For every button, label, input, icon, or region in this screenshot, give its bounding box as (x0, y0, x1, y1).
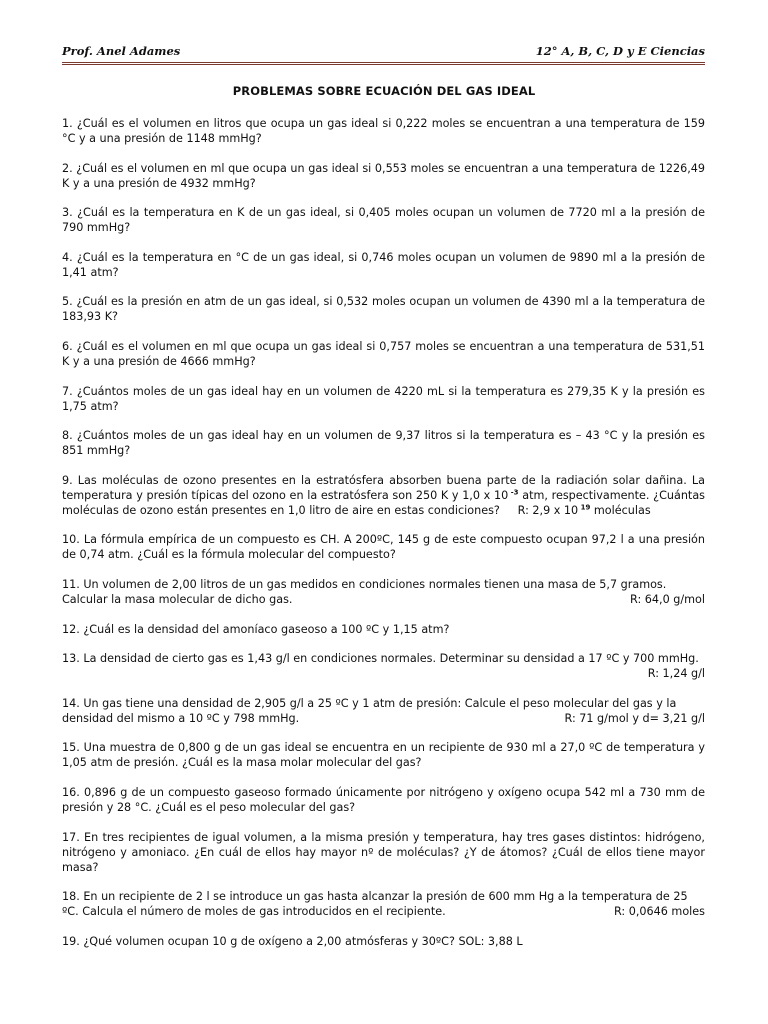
problem-14 (62, 696, 705, 726)
problem-12: 12. ¿Cuál es la densidad del amoníaco gaseoso a 100 ºC y 1,15 atm? (62, 622, 450, 636)
problem-9-answer-base: R: 2,9 x 10 (517, 503, 579, 517)
problem-2: 2. ¿Cuál es el volumen en ml que ocupa un gas ideal si 0,553 moles se encuentran a una temperatura de 1226,49 K y a una presión de 4932 mmHg? (62, 161, 705, 190)
problem-11-line-2: Calcular la masa molecular de dicho gas. (62, 592, 293, 606)
problem-11-line-1: 11. Un volumen de 2,00 litros de un gas medidos en condiciones normales tienen una masa de 5,7 gramos. (62, 577, 667, 591)
problem-3: 3. ¿Cuál es la temperatura en K de un gas ideal, si 0,405 moles ocupan un volumen de 7720 ml a la presión de 790 mmHg? (62, 206, 705, 235)
problem-4: 4. ¿Cuál es la temperatura en °C de un gas ideal, si 0,746 moles ocupan un volumen de 9890 ml a la presión de 1,41 atm? (62, 250, 705, 279)
problem-17: 17. En tres recipientes de igual volumen, a la misma presión y temperatura, hay tres gases distintos: hidrógeno, nitrógeno y amoniaco. ¿En cuál de ellos hay mayor nº de moléculas? ¿Y de átomos? ¿Cuál de ellos tiene mayor masa? (62, 830, 705, 874)
problem-1: 1. ¿Cuál es el volumen en litros que ocupa un gas ideal si 0,222 moles se encuentran a una temperatura de 159 °C y a una presión de 1148 mmHg? (62, 117, 705, 145)
problem-18-answer: R: 0,0646 moles (613, 905, 705, 919)
problem-8: 8. ¿Cuántos moles de un gas ideal hay en un volumen de 9,37 litros si la temperatura es – 43 °C y la presión es 851 mmHg? (62, 429, 705, 458)
problem-7: 7. ¿Cuántos moles de un gas ideal hay en un volumen de 4220 mL si la temperatura es 279,35 K y la presión es 1,75 atm? (62, 384, 705, 413)
page-title: PROBLEMAS SOBRE ECUACIÓN DEL GAS IDEAL (232, 84, 536, 98)
problem-18-answer-row (62, 904, 705, 919)
problem-9 (62, 473, 705, 518)
problem-15: 15. Una muestra de 0,800 g de un gas ideal se encuentra en un recipiente de 930 ml a 27,0 ºC de temperatura y 1,05 atm de presión. ¿Cuál es la masa molar molecular del gas? (62, 741, 705, 770)
problem-9-answer (518, 504, 651, 517)
page-header (62, 44, 705, 65)
problem-14-answer: R: 71 g/mol y d= 3,21 g/l (564, 711, 705, 725)
problem-10: 10. La fórmula empírica de un compuesto es CH. A 200ºC, 145 g de este compuesto ocupan 97,2 l a una presión de 0,74 atm. ¿Cuál es la fórmula molecular del compuesto? (62, 533, 705, 562)
problem-16: 16. 0,896 g de un compuesto gaseoso formado únicamente por nitrógeno y oxígeno ocupa 542 ml a 730 mm de presión y 28 °C. ¿Cuál es el peso molecular del gas? (62, 785, 705, 814)
problem-18-line-1: 18. En un recipiente de 2 l se introduce un gas hasta alcanzar la presión de 600 mm Hg a la temperatura de 25 (62, 890, 688, 904)
problem-5: 5. ¿Cuál es la presión en atm de un gas ideal, si 0,532 moles ocupan un volumen de 4390 ml a la temperatura de 183,93 K? (62, 295, 705, 324)
header-course: 12° A, B, C, D y E Ciencias (535, 44, 705, 58)
problem-6: 6. ¿Cuál es el volumen en ml que ocupa un gas ideal si 0,757 moles se encuentran a una temperatura de 531,51 K y a una presión de 4666 mmHg? (62, 339, 705, 368)
problem-14-line-2: densidad del mismo a 10 ºC y 798 mmHg. (62, 711, 300, 725)
problem-13-answer: R: 1,24 g/l (647, 667, 705, 681)
header-author: Prof. Anel Adames (62, 44, 181, 58)
problem-19: 19. ¿Qué volumen ocupan 10 g de oxígeno a 2,00 atmósferas y 30ºC? SOL: 3,88 L (62, 934, 523, 948)
problem-11 (62, 577, 705, 607)
problem-9-text-a: 9. Las moléculas de ozono presentes en la estratósfera absorben buena parte de la radiación solar dañina. La temperatura y presión típicas del ozono en la estratósfera son 250 K y 1,0 x 10 (62, 473, 705, 502)
problem-11-answer: R: 64,0 g/mol (630, 592, 705, 606)
problem-11-answer-row (62, 592, 705, 607)
problem-9-exponent: -3 (508, 488, 519, 497)
problem-18 (62, 889, 705, 919)
problem-list (62, 116, 705, 963)
problem-13 (62, 651, 705, 681)
problem-9-text-b: atm, respectivamente. ¿Cuántas moléculas de ozono están presentes en 1,0 litro de aire en estas condiciones? (62, 488, 705, 517)
problem-18-line-2: ºC. Calcula el número de moles de gas introducidos en el recipiente. (62, 905, 446, 919)
problem-14-line-1: 14. Un gas tiene una densidad de 2,905 g/l a 25 ºC y 1 atm de presión: Calcule el peso molecular del gas y la (62, 696, 677, 710)
problem-13-text: 13. La densidad de cierto gas es 1,43 g/l en condiciones normales. Determinar su densidad a 17 ºC y 700 mmHg. (62, 652, 699, 666)
problem-9-answer-exponent: 19 (578, 503, 591, 512)
problem-14-answer-row (62, 711, 705, 726)
problem-9-answer-unit: moléculas (590, 503, 651, 517)
